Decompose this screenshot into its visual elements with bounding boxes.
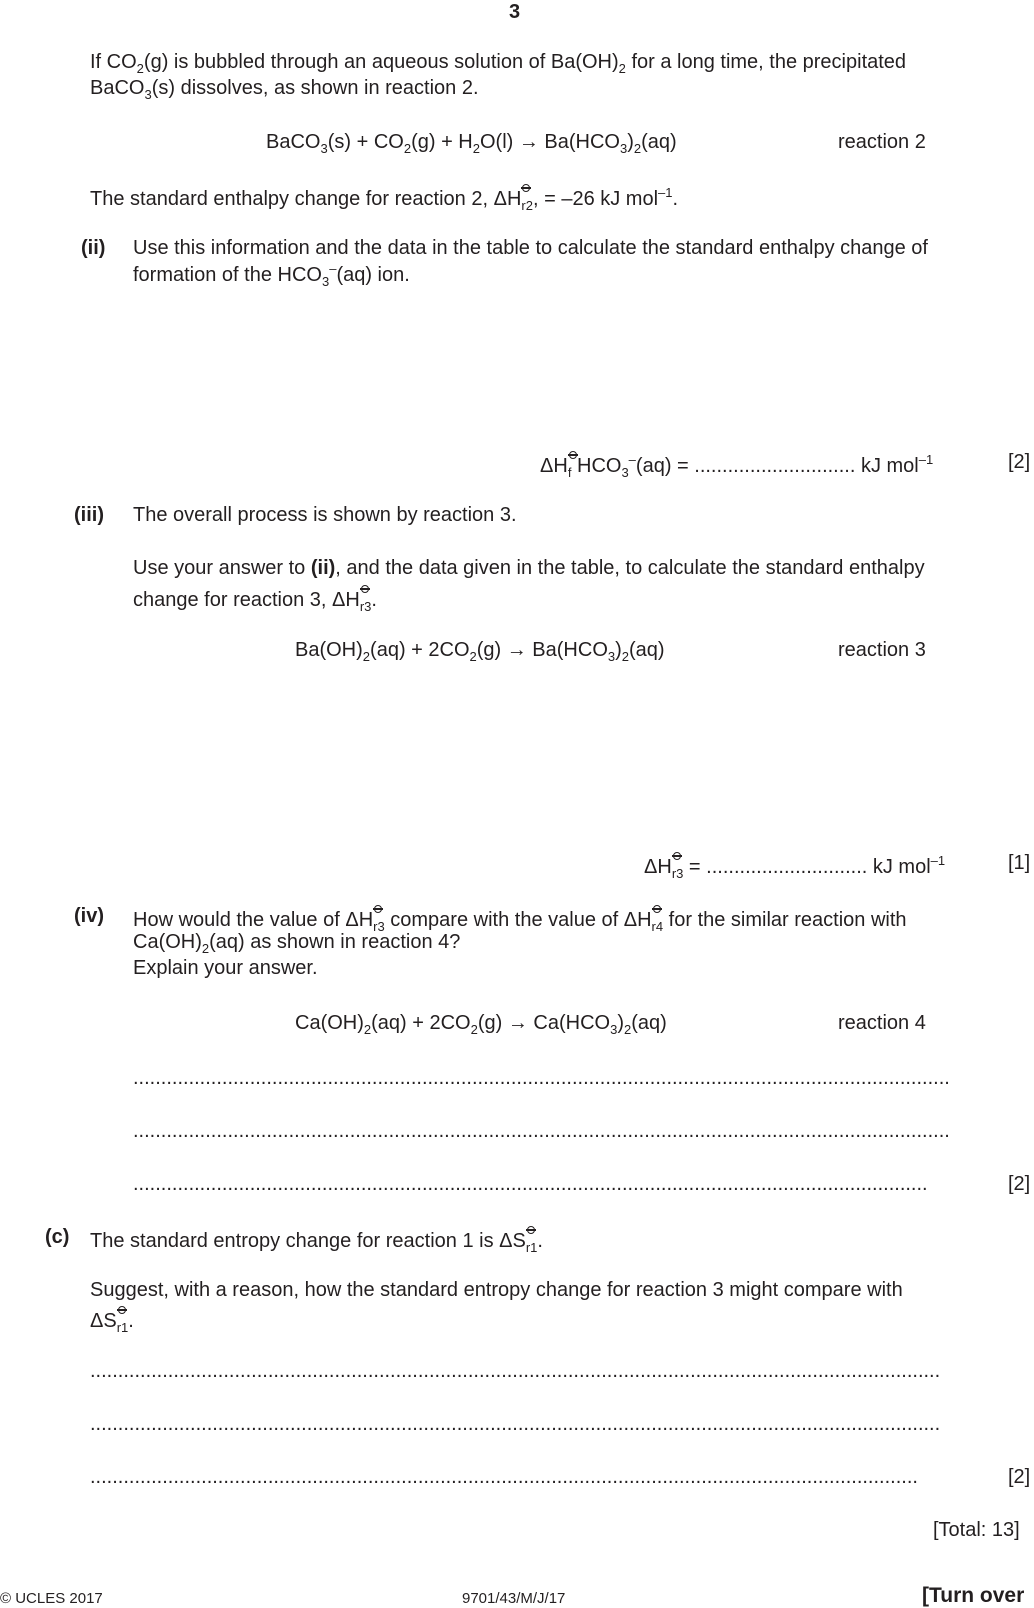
part-c-label: (c): [45, 1226, 70, 1248]
part-iv-marks: [2]: [1008, 1173, 1031, 1195]
part-iii-line-3: change for reaction 3, $\Delta H_{r3}$.: [133, 584, 377, 612]
intro-line-1: If $CO_2(g)$ is bubbled through an aqueous solution of $Ba(OH)_2$ for a long time, the precipitated: [90, 51, 907, 76]
part-c-line-1: The standard entropy change for reaction 1 is $\Delta S_{r1}$.: [90, 1225, 543, 1253]
part-c-marks: [2]: [1008, 1466, 1031, 1488]
part-iv-answer-line-3[interactable]: ...............................................................................................................................................: [133, 1173, 928, 1195]
standard-state-icon: [672, 851, 682, 861]
part-iii-answer-line[interactable]: $\Delta H_{r3}$ = ............................. kJ mol$^{-1}$: [644, 853, 946, 881]
part-iv-answer-line-2[interactable]: ...................................................................................................................................................: [133, 1120, 950, 1142]
part-ii-label: (ii): [81, 237, 106, 259]
part-iii-line-2: Use your answer to (ii), and the data given in the table, to calculate the standard enthalpy: [133, 557, 925, 579]
part-ii-answer-line[interactable]: $\Delta H_f$ $HCO_3^-(aq)$ = ............................. kJ mol$^{-1}$: [540, 452, 934, 480]
part-c-answer-line-3[interactable]: .....................................................................................................................................................: [90, 1466, 918, 1488]
part-iii-line-1: The overall process is shown by reaction 3.: [133, 504, 517, 526]
part-iv-label: (iv): [74, 905, 104, 927]
footer-copyright: © UCLES 2017: [0, 1590, 103, 1607]
standard-state-icon: [117, 1305, 127, 1315]
reaction-4-label: reaction 4: [838, 1012, 926, 1034]
enthalpy-statement: The standard enthalpy change for reaction 2, $\Delta H_{r2}$, = –26 kJ mol$^{-1}$.: [90, 185, 679, 213]
reaction-3-equation: $Ba(OH)_2(aq) + 2CO_2(g) \to Ba(HCO_3)_2(aq)$: [295, 639, 665, 664]
part-iv-line-1: How would the value of $\Delta H_{r3}$ compare with the value of $\Delta H_{r4}$ for the similar reaction with: [133, 904, 907, 932]
intro-line-2: BaCO$_3$(s) dissolves, as shown in reaction 2.: [90, 77, 479, 102]
part-iii-label: (iii): [74, 504, 104, 526]
footer-turn-over: [Turn over: [922, 1584, 1025, 1607]
reaction-4-equation: $Ca(OH)_2(aq) + 2CO_2(g) \to Ca(HCO_3)_2(aq)$: [295, 1012, 667, 1037]
standard-state-icon: [568, 450, 578, 460]
part-c-answer-line-2[interactable]: .........................................................................................................................................................: [90, 1413, 941, 1435]
part-ii-marks: [2]: [1008, 451, 1031, 473]
part-c-answer-line-1[interactable]: .........................................................................................................................................................: [90, 1360, 941, 1382]
part-c-line-3: $\Delta S_{r1}$.: [90, 1305, 134, 1333]
part-ii-line-2: formation of the $HCO_3^-(aq)$ ion.: [133, 261, 410, 289]
reaction-3-label: reaction 3: [838, 639, 926, 661]
part-c-line-2: Suggest, with a reason, how the standard entropy change for reaction 3 might compare with: [90, 1279, 903, 1301]
page-number: 3: [509, 1, 521, 23]
footer-paper-code: 9701/43/M/J/17: [462, 1590, 566, 1607]
part-iv-line-3: Explain your answer.: [133, 957, 318, 979]
reaction-2-label: reaction 2: [838, 131, 926, 153]
reaction-2-equation: BaCO$_3$(s) + $CO_2(g) + H_2O(l) \to Ba(HCO_3)_2(aq)$: [266, 131, 677, 156]
part-ii-line-1: Use this information and the data in the table to calculate the standard enthalpy change of: [133, 237, 928, 259]
standard-state-icon: [360, 584, 370, 594]
standard-state-icon: [652, 904, 662, 914]
total-marks: [Total: 13]: [933, 1519, 1020, 1541]
standard-state-icon: [373, 904, 383, 914]
part-iv-line-2: $Ca(OH)_2(aq)$ as shown in reaction 4?: [133, 931, 461, 956]
standard-state-icon: [521, 183, 531, 193]
part-iii-marks: [1]: [1008, 852, 1031, 874]
standard-state-icon: [526, 1225, 536, 1235]
part-iv-answer-line-1[interactable]: ...................................................................................................................................................: [133, 1067, 950, 1089]
